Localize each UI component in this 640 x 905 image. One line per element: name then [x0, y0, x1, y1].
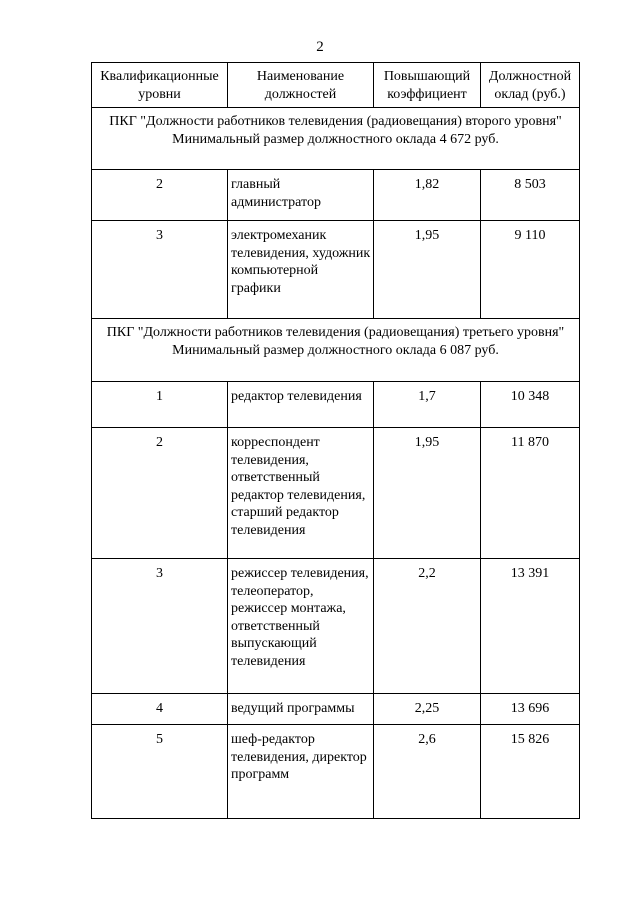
- group-header: [92, 319, 580, 382]
- cell-salary: 9 110: [481, 221, 580, 319]
- cell-coefficient: 1,82: [374, 170, 481, 221]
- cell-salary: 11 870: [481, 428, 580, 559]
- cell-position: ведущий программы: [228, 694, 374, 725]
- cell-position: корреспондент телевидения, ответственный редактор телевидения, старший редактор телевидения: [228, 428, 374, 559]
- group-header-row: [92, 108, 580, 170]
- cell-salary: 10 348: [481, 382, 580, 428]
- cell-salary: 8 503: [481, 170, 580, 221]
- cell-level: 1: [92, 382, 228, 428]
- group-header: [92, 108, 580, 170]
- cell-coefficient: 2,6: [374, 725, 481, 819]
- cell-position: редактор телевидения: [228, 382, 374, 428]
- cell-level: 3: [92, 559, 228, 694]
- header-salary: Должностной оклад (руб.): [481, 63, 580, 108]
- table-row: [92, 221, 580, 319]
- group-title: ПКГ "Должности работников телевидения (радиовещания) второго уровня": [109, 114, 562, 129]
- cell-level: 3: [92, 221, 228, 319]
- cell-level: 2: [92, 428, 228, 559]
- cell-level: 4: [92, 694, 228, 725]
- header-position-names: Наименование должностей: [228, 63, 374, 108]
- table-row: [92, 725, 580, 819]
- cell-position: главный администратор: [228, 170, 374, 221]
- cell-salary: 13 696: [481, 694, 580, 725]
- table-row: [92, 694, 580, 725]
- table-row: [92, 559, 580, 694]
- cell-level: 5: [92, 725, 228, 819]
- cell-coefficient: 2,2: [374, 559, 481, 694]
- cell-salary: 13 391: [481, 559, 580, 694]
- group-title: ПКГ "Должности работников телевидения (радиовещания) третьего уровня": [106, 325, 565, 340]
- table-row: [92, 382, 580, 428]
- cell-coefficient: 1,7: [374, 382, 481, 428]
- group-header-row: [92, 319, 580, 382]
- cell-coefficient: 1,95: [374, 221, 481, 319]
- header-qualification-levels: Квалификационные уровни: [92, 63, 228, 108]
- cell-level: 2: [92, 170, 228, 221]
- table-row: [92, 170, 580, 221]
- page-number: 2: [316, 39, 324, 55]
- salary-table: [91, 62, 580, 819]
- header-row: [92, 63, 580, 108]
- group-min-salary: Минимальный размер должностного оклада 4 672 руб.: [172, 131, 499, 147]
- table-row: [92, 428, 580, 559]
- cell-position: режиссер телевидения, телеоператор, режиссер монтажа, ответственный выпускающий телевидения: [228, 559, 374, 694]
- header-coefficient: Повышающий коэффициент: [374, 63, 481, 108]
- group-min-salary: Минимальный размер должностного оклада 6 087 руб.: [172, 342, 499, 358]
- cell-position: шеф-редактор телевидения, директор программ: [228, 725, 374, 819]
- cell-salary: 15 826: [481, 725, 580, 819]
- cell-coefficient: 2,25: [374, 694, 481, 725]
- cell-coefficient: 1,95: [374, 428, 481, 559]
- cell-position: электромеханик телевидения, художник компьютерной графики: [228, 221, 374, 319]
